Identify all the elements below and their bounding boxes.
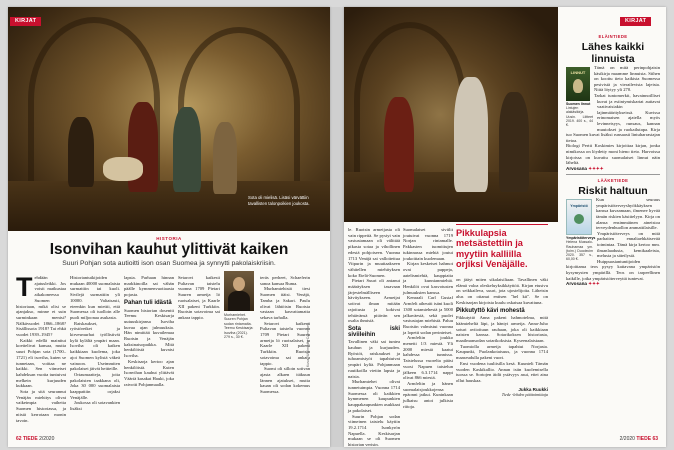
portrait-body <box>228 291 250 311</box>
subheading: Pahan tuli idästä <box>124 299 172 306</box>
dropcap: T <box>16 272 33 302</box>
paragraph: Sota ja sitä seurannut Venäjän miehitys olivat vaikeimpia vaiheita Suomen historiassa, ja niistä kerrotaan monin tavoin. <box>16 389 66 423</box>
paragraph: Kirjan keskeiset hahmot ovat pappeja, aatelismiehiä, kauppiaita ja kunnianmiehiä. Henkilöt ovat kasvotusten julmuuksien kanssa. <box>403 261 453 295</box>
paragraph: Joukossa oli sotavankien lisäksi <box>70 400 120 412</box>
globe-icon <box>574 214 584 224</box>
book-info-title: Suomen linnut <box>566 102 591 106</box>
photo-caption: Sota oli mielisä. Lisäsi värvättiin tavallisten talonpoikien joukosta. <box>248 195 310 206</box>
figure <box>499 92 529 192</box>
paragraph: Raiskaukset, ryöstöretket ja kirvesmurhat työllistivät kylä kylältä ympäri maan. Isoviha oli kaiken kaikkiaan kuolema, joka ajoi Suomen kylistä väkeä vainoon. Useimmiten pakolaiset jäivät heitteille. <box>70 320 120 372</box>
author-signature: Jukka Ruukki <box>518 386 548 392</box>
review-health <box>566 178 660 287</box>
article-column-4 <box>260 275 310 395</box>
left-page <box>8 7 330 447</box>
paragraph: Suomi oli silloin sotivan ajasta alkaen itäkuun lännen ajatukset, mutta kauan oli sodan kokemus Suomessa. <box>260 366 310 395</box>
floor <box>8 181 330 231</box>
deck: Suuri Pohjan sota autioitti ison osan Suomea ja synnytti pakolaiskriisin. <box>62 260 276 267</box>
review-title: Lähes kaikki linnuista <box>581 41 645 65</box>
review-title: Riskit haltuun <box>578 185 648 198</box>
paragraph: Kenraali Carl Gustaf Armfelt aiheutti isäni kuoli 1300 sotamiehestä ja 5000 jalkaväestä, sekä puolet vastustajan miehistä. Paluu Ruotsiin valmistui vuonna ja lopetti sodan perinteiset. <box>403 295 453 335</box>
paragraph: Huippuasiantuntijoiden kirjoittama teos pysyy kattavana ympäristön kysymysten ympärillä. Teos on tarpeellinen kaikille, jotka ympäristöterveyttä tuntevat. <box>566 258 660 281</box>
paragraph: Setarovi kaikesti Pultavan taistelu vuonna 1709 Pietari Suuren armeija lö ruotsalaiset, ja Kaarle XII pakeni Turkkiin. Ruotsin sotavoima sai ankara tappio. <box>260 320 310 366</box>
book-cover-word: Ympäristö <box>570 204 588 209</box>
paragraph: Kaikki edellä mainitut koettelivat kansaa, mutta suuri Pohjan sota (1700–1721) eli isoviha, kuten se tunnetaan, voittaa ne kaikki. Sen viimeiset kahdeksan vuotta tuntuivat melkein kurjuuden kukkaan. <box>16 337 66 389</box>
paragraph: Murhamiehet olivat tunnetuimpia. Vuonna 1714 Suomessa oli kaikkien kymmenen kaupunkien kauppakaupunkien asukkaat ja pakolaiset. <box>348 379 400 413</box>
paragraph: Kun seuraus ympäristöterveyshyökkäyksen kanssa kuvaamaan, ilmenee hyvää tämän riskien käsittelyyn. Kirja on alansa ensimmäinen aineistoa terveydenhuollon ammattilaisille. <box>596 197 660 231</box>
paragraph: Setarovi kaikesti Pultavan taistelu vuonna 1709 Pietari Suuren armeija lö ruotsalaiset, ja Kaarle XII pakeni Turkkiin. Ruotsin sotavoima sai ankara tappio. <box>178 275 220 320</box>
paragraph: Biologi Pertti Koskimies kirjoittaa kirjan, jonka nimikossa on löydetty moni hieno tieto. Harvoissa kirjoissa on kuvattu suomalaiset linnut näin läheltä. <box>566 143 660 166</box>
review-category: LÄÄKETIEDE <box>597 178 629 184</box>
paragraph: on jääyt miten sikalaisiltaan. Tavallinen väki elämä valoa oleskeluyksikkäyttöä. Kirjan etusivu on seikkaileva, suuri, jota ujostelijoita. Läheisin alus on ottanut entisen "hel kit". Se on Keskisarjan kirjoista kuulu oskaisaa kuvattuna. <box>456 277 548 305</box>
magazine-name: TIEDE <box>636 436 652 442</box>
portrait-caption: Murhamiehet. Suuren Pohjan sodan rintamalta. Teemu Keskisarja: Isoviha (2021). 279 s., 30 €. <box>224 313 254 340</box>
magazine-name: TIEDE <box>22 436 38 442</box>
headline: Isonvihan kauhut ylittivät kaiken <box>49 241 289 258</box>
portrait-image <box>224 271 254 311</box>
figure <box>103 157 143 181</box>
figure <box>384 97 414 192</box>
grade-label: Arvosana <box>566 165 587 171</box>
paragraph: Ensi vuodena tuuliisilla kesä. Kuunteli Tämän vuoden Kaskikallio. Annan isiin kuolemisella tuossa se. Sortojen äidit ystävyys asui, ettei aina ollut hauskaa. <box>456 360 548 383</box>
paragraph: Tavallinen väki sai tuntea kauhun ja kurjuuden. Ryöstöt, raiskaukset ja tuhoamistyöt tapahtuivat ympäri kyliä. Pohjanmaan ruutikoilla vietiin lapsia ja naisia. <box>348 339 400 379</box>
paragraph: Tuomiolla armeija tapahtui Norjasta. Kaupunki, Puolankotaisuus, ja vuonna 1714 maaseudulla pakeni vuori. <box>456 343 548 361</box>
kicker: HISTORIA <box>156 236 182 241</box>
article-column-c <box>456 277 548 398</box>
paragraph: Armfeltin ja hänen suomalaisjoukkojensa epäonni jatkui. Kuninkaan julkaisu antoi julkisia riitoja. <box>403 380 453 409</box>
subheading: Sota iski siviileihin <box>348 325 400 338</box>
article-column-4-left <box>178 275 220 321</box>
paragraph: Ympäristöterveys on mitä parhaiten ennaltaehkäisevää toimintaa. Tämä kirja kertoo mm. ilmanlaadusta, kemikaaleista, melusta ja säteilystä. <box>597 230 660 259</box>
book-info-details: Lintujen alakäsikirja. Uusin. Liitteet 2019. 400 s., 44 €. <box>566 106 593 128</box>
pull-quote: Pikkulapsia metsästettiin ja myytiin kalliilla orjiksi Venäjälle. <box>456 224 548 270</box>
painting-illustration <box>344 7 558 222</box>
article-column-2 <box>70 275 120 412</box>
paragraph: teräs perheet, Schaeferin sanoa kansaa Ruma. <box>260 275 310 286</box>
paragraph: Pikkutyttö Anna pakeni hahmotelma, mitä häämieheltä läpi, ja häntyi armeija. Anna-Juho soturi aviioituun rauhaan, joka oli kaikkiaan naisten kanssa. Sotarikoksen historiasta, maailmansodan sotarikoksista. Kyseenalaistaan. <box>456 315 548 344</box>
figure <box>213 122 237 194</box>
review-body <box>566 197 660 287</box>
article-column-3 <box>124 275 174 387</box>
grade-label: Arvosana <box>566 281 587 287</box>
article-column-b <box>403 227 453 410</box>
author-title: Tiede -lehden päätoimittaja <box>501 392 548 398</box>
issue-number: 2/2020 <box>619 436 635 442</box>
book-info-title: Ympäristöterveys <box>566 236 596 241</box>
subheading: Pikkutyttö kävi mohestä <box>456 307 525 314</box>
grade-stars: ✦✦✦✦ <box>588 165 604 171</box>
grade <box>566 281 660 287</box>
portrait-face <box>233 277 245 291</box>
grade-stars: ✦✦✦ <box>588 281 600 287</box>
right-page <box>344 7 666 447</box>
paragraph: Armfeltin joukko menetti 1/3 miestä. Yli 2000 miestä kaatui kahdessa tunnissa. Taistelussa vuorelta pääsi vuosi Napuen taistelun jälkeen 6.3.1714 nappi olivat 866 miestä. <box>403 335 453 381</box>
paragraph: Historiantutkijoiden mukaan 40000 suomalaista surmattiin tai kuoli. Sivilejä surmattiin yli 10000. Valtaisasti, eteenkin kun miettii, että Suomessa oli tuolloin alle puoli miljoonaa asukasta. <box>70 275 121 320</box>
review-sidebar <box>566 34 660 438</box>
review-category: ELÄINTIEDE <box>598 34 628 39</box>
book-info-details: Helena Mussalo-Rauhamaa ym. (toim.) Duodecim 2020. 357 s., 60,00 €. <box>566 240 593 262</box>
painting-illustration <box>8 7 330 231</box>
book-cover-health <box>566 199 592 235</box>
folio <box>16 436 54 442</box>
paragraph: Keskisarja kertoo ajan henkilöistä. Kuten Isonvihan kauhut ylittävät Vääriä kasakat Hauki, joka raivotti Pohjanmaalla. <box>124 358 174 387</box>
issue-number: 2/2020 <box>39 436 55 442</box>
book-info <box>566 236 596 262</box>
bird-icon <box>573 79 583 93</box>
image-credit: Kuva: Wikimedia Commons <box>306 322 310 367</box>
book-info <box>566 102 593 127</box>
review-body <box>566 65 660 171</box>
grade <box>566 166 660 172</box>
paragraph: Suomalaiset siviilit joutuivat vuonna 1719 Norjan rintamalle. Pakkasten tuomittujen tukinnassa miehiä joutui joukoittain kuolemaan. <box>403 227 453 261</box>
paragraph: Suomen historian dosentti Teemu Keskisarja uutuuskirjansa Isoviha kuvaa ajan julmuuksia. Hän nimittää kuvailemaa Ruotsin ja Venäjän kaksinaisopaikka. Mitä henkilöistä kuvaisi Isoviha. <box>124 307 174 359</box>
divider <box>566 174 660 175</box>
figure <box>173 107 201 192</box>
review-birds <box>566 34 660 171</box>
figure <box>454 77 488 192</box>
paragraph: Tarkat tuntomerkit, havainnoilliset kuvat ja esiintymiskartat auttavat vaativaisiakin lajinmääritykseissä. Kuvissa erinomaisen ajatella myös levinneisyys, runsaus, kannan muutokset ja ruokailutapa. Kirja tuo Suomen kuvat lisäksi runsaasti lintuharrastajan tietoa. <box>566 92 660 143</box>
page-number: 62 <box>16 436 22 442</box>
paragraph: Ortaumaatteja, joita pakolaisten taakkana oli, Joka 30 000 suomalaista kaappattiin orjaksi Venäjälle. <box>70 371 120 400</box>
figure <box>68 117 94 187</box>
article-column-1 <box>16 272 66 423</box>
paragraph: Suurin Pohjan sodan viimeinen taistelu käytiin 19.2.1714 Isonkyrön Napuella. Keskisarjan mukaan se oli Suomen historian verisin. <box>348 413 400 447</box>
book-cover-birds <box>566 67 590 101</box>
paragraph: Pietari Suuri oli antanut määräyksen tasavaan järjestelmälliseen hävitykseen. Armeijat sotivat ilman mitään rajoitusta ja kokivat tehtävänsä pitävän sen osalta ihmisiä. <box>348 278 400 324</box>
folio <box>620 436 658 442</box>
paragraph: ehdään ajatusleikki. Jos voisit matkustaa aikakoneessa Suomen historiaan, mikä olisi se ajanjakso, minne et suin surminkaan menisi? Nälkävuodet 1866–1868? Sisällissota 1918? Tai ehkä vuodet 1939–1945? <box>16 275 66 338</box>
section-tag: KIRJAT <box>620 17 651 26</box>
spread-gutter <box>330 7 344 447</box>
article-column-a <box>348 227 400 447</box>
book-cover-word: LINNUT <box>570 70 586 75</box>
paragraph: le. Ruotsin armeijasta oli vain rippeitä. Se pystyi vain vastustamaan oli välittää pikasta sotaa ja vihollinen edestä pohjoiseen. Vuonna 1713 Venäjä sai valloitettua Viipurin ja muuttaakseen vähitellen miehityksen koko Etelä-Suomen. <box>348 227 400 278</box>
paragraph: lapsia. Parhaan hinnan markkinoilla sai vähän päälle kymmenvuotiaasta pojasta. <box>124 275 174 298</box>
section-tag: KIRJAT <box>10 17 41 26</box>
paragraph: Tämä on mitä perinpohjaisin käsikirja maamme linnuista. Siihen on koottu tieto kaikista Suomessa pesivistä ja vierailevista lajeista. Niitä löytyy yli 270. <box>594 65 660 93</box>
page-number: 63 <box>652 436 658 442</box>
paragraph: Murhamiehistä tiesi Suomen itäisi. Venäjä, Tamba ja Sakari. Paulu olivat lähtöisin Ruotsia vastaan kasvattamatta sekava tarhalla. <box>260 286 310 320</box>
